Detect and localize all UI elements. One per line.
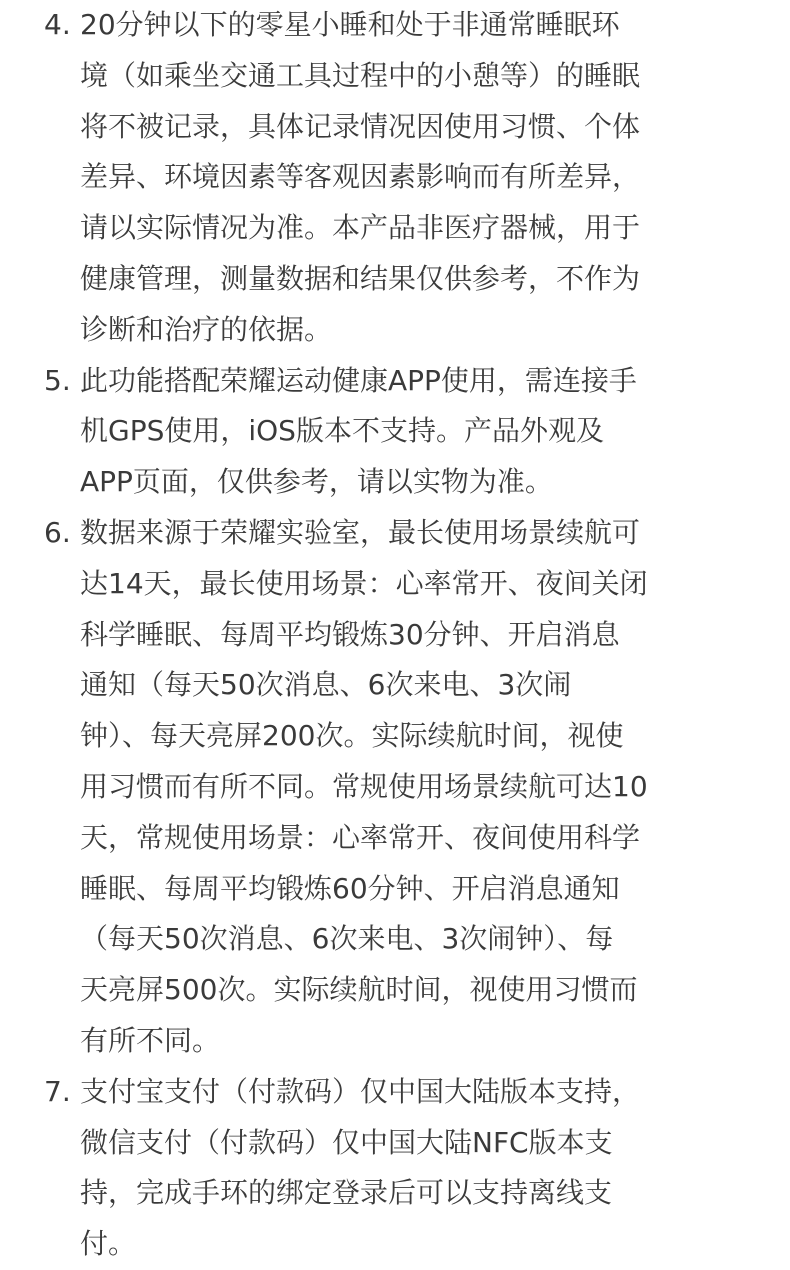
note-line: 机GPS使用，iOS版本不支持。产品外观及 [80,414,604,448]
note-line: 诊断和治疗的依据。 [80,312,333,346]
note-line: 持，完成手环的绑定登录后可以支持离线支 [80,1176,613,1210]
note-item-7 [0,1067,750,1270]
note-line: 境（如乘坐交通工具过程中的小憩等）的睡眠 [80,58,641,92]
note-line: （每天50次消息、6次来电、3次闹钟）、每 [80,922,614,956]
note-number: 4. [44,8,71,41]
note-number: 5. [44,363,71,397]
note-line: 钟）、每天亮屏200次。实际续航时间，视使 [80,719,624,753]
note-item-6 [0,508,750,1067]
note-line: 通知（每天50次消息、6次来电、3次闹 [80,668,572,702]
note-item-5 [0,356,750,508]
note-number: 6. [44,515,71,549]
note-line: 有所不同。 [80,1023,221,1057]
note-line: 将不被记录，具体记录情况因使用习惯、个体 [80,109,641,143]
note-line: 睡眠、每周平均锻炼60分钟、开启消息通知 [80,871,620,905]
note-line: 达14天，最长使用场景：心率常开、夜间关闭 [80,566,648,600]
note-line: 此功能搭配荣耀运动健康APP使用，需连接手 [80,363,637,397]
note-line: 微信支付（付款码）仅中国大陆NFC版本支 [80,1125,613,1159]
note-line: 天亮屏500次。实际续航时间，视使用习惯而 [80,973,638,1007]
note-line: 科学睡眠、每周平均锻炼30分钟、开启消息 [80,617,620,651]
note-item-4 [0,0,750,356]
note-line: 差异、环境因素等客观因素影响而有所差异， [80,160,641,194]
note-line: APP页面，仅供参考，请以实物为准。 [80,465,553,499]
note-line: 20分钟以下的零星小睡和处于非通常睡眠环 [80,8,620,41]
note-line: 付。 [80,1227,137,1261]
note-line: 支付宝支付（付款码）仅中国大陆版本支持， [80,1074,641,1108]
note-line: 天，常规使用场景：心率常开、夜间使用科学 [80,820,641,854]
note-line: 请以实际情况为准。本产品非医疗器械，用于 [80,211,641,245]
note-line: 用习惯而有所不同。常规使用场景续航可达10 [80,769,648,803]
note-line: 数据来源于荣耀实验室，最长使用场景续航可 [80,515,641,549]
note-number: 7. [44,1074,71,1108]
note-line: 健康管理，测量数据和结果仅供参考，不作为 [80,261,641,295]
